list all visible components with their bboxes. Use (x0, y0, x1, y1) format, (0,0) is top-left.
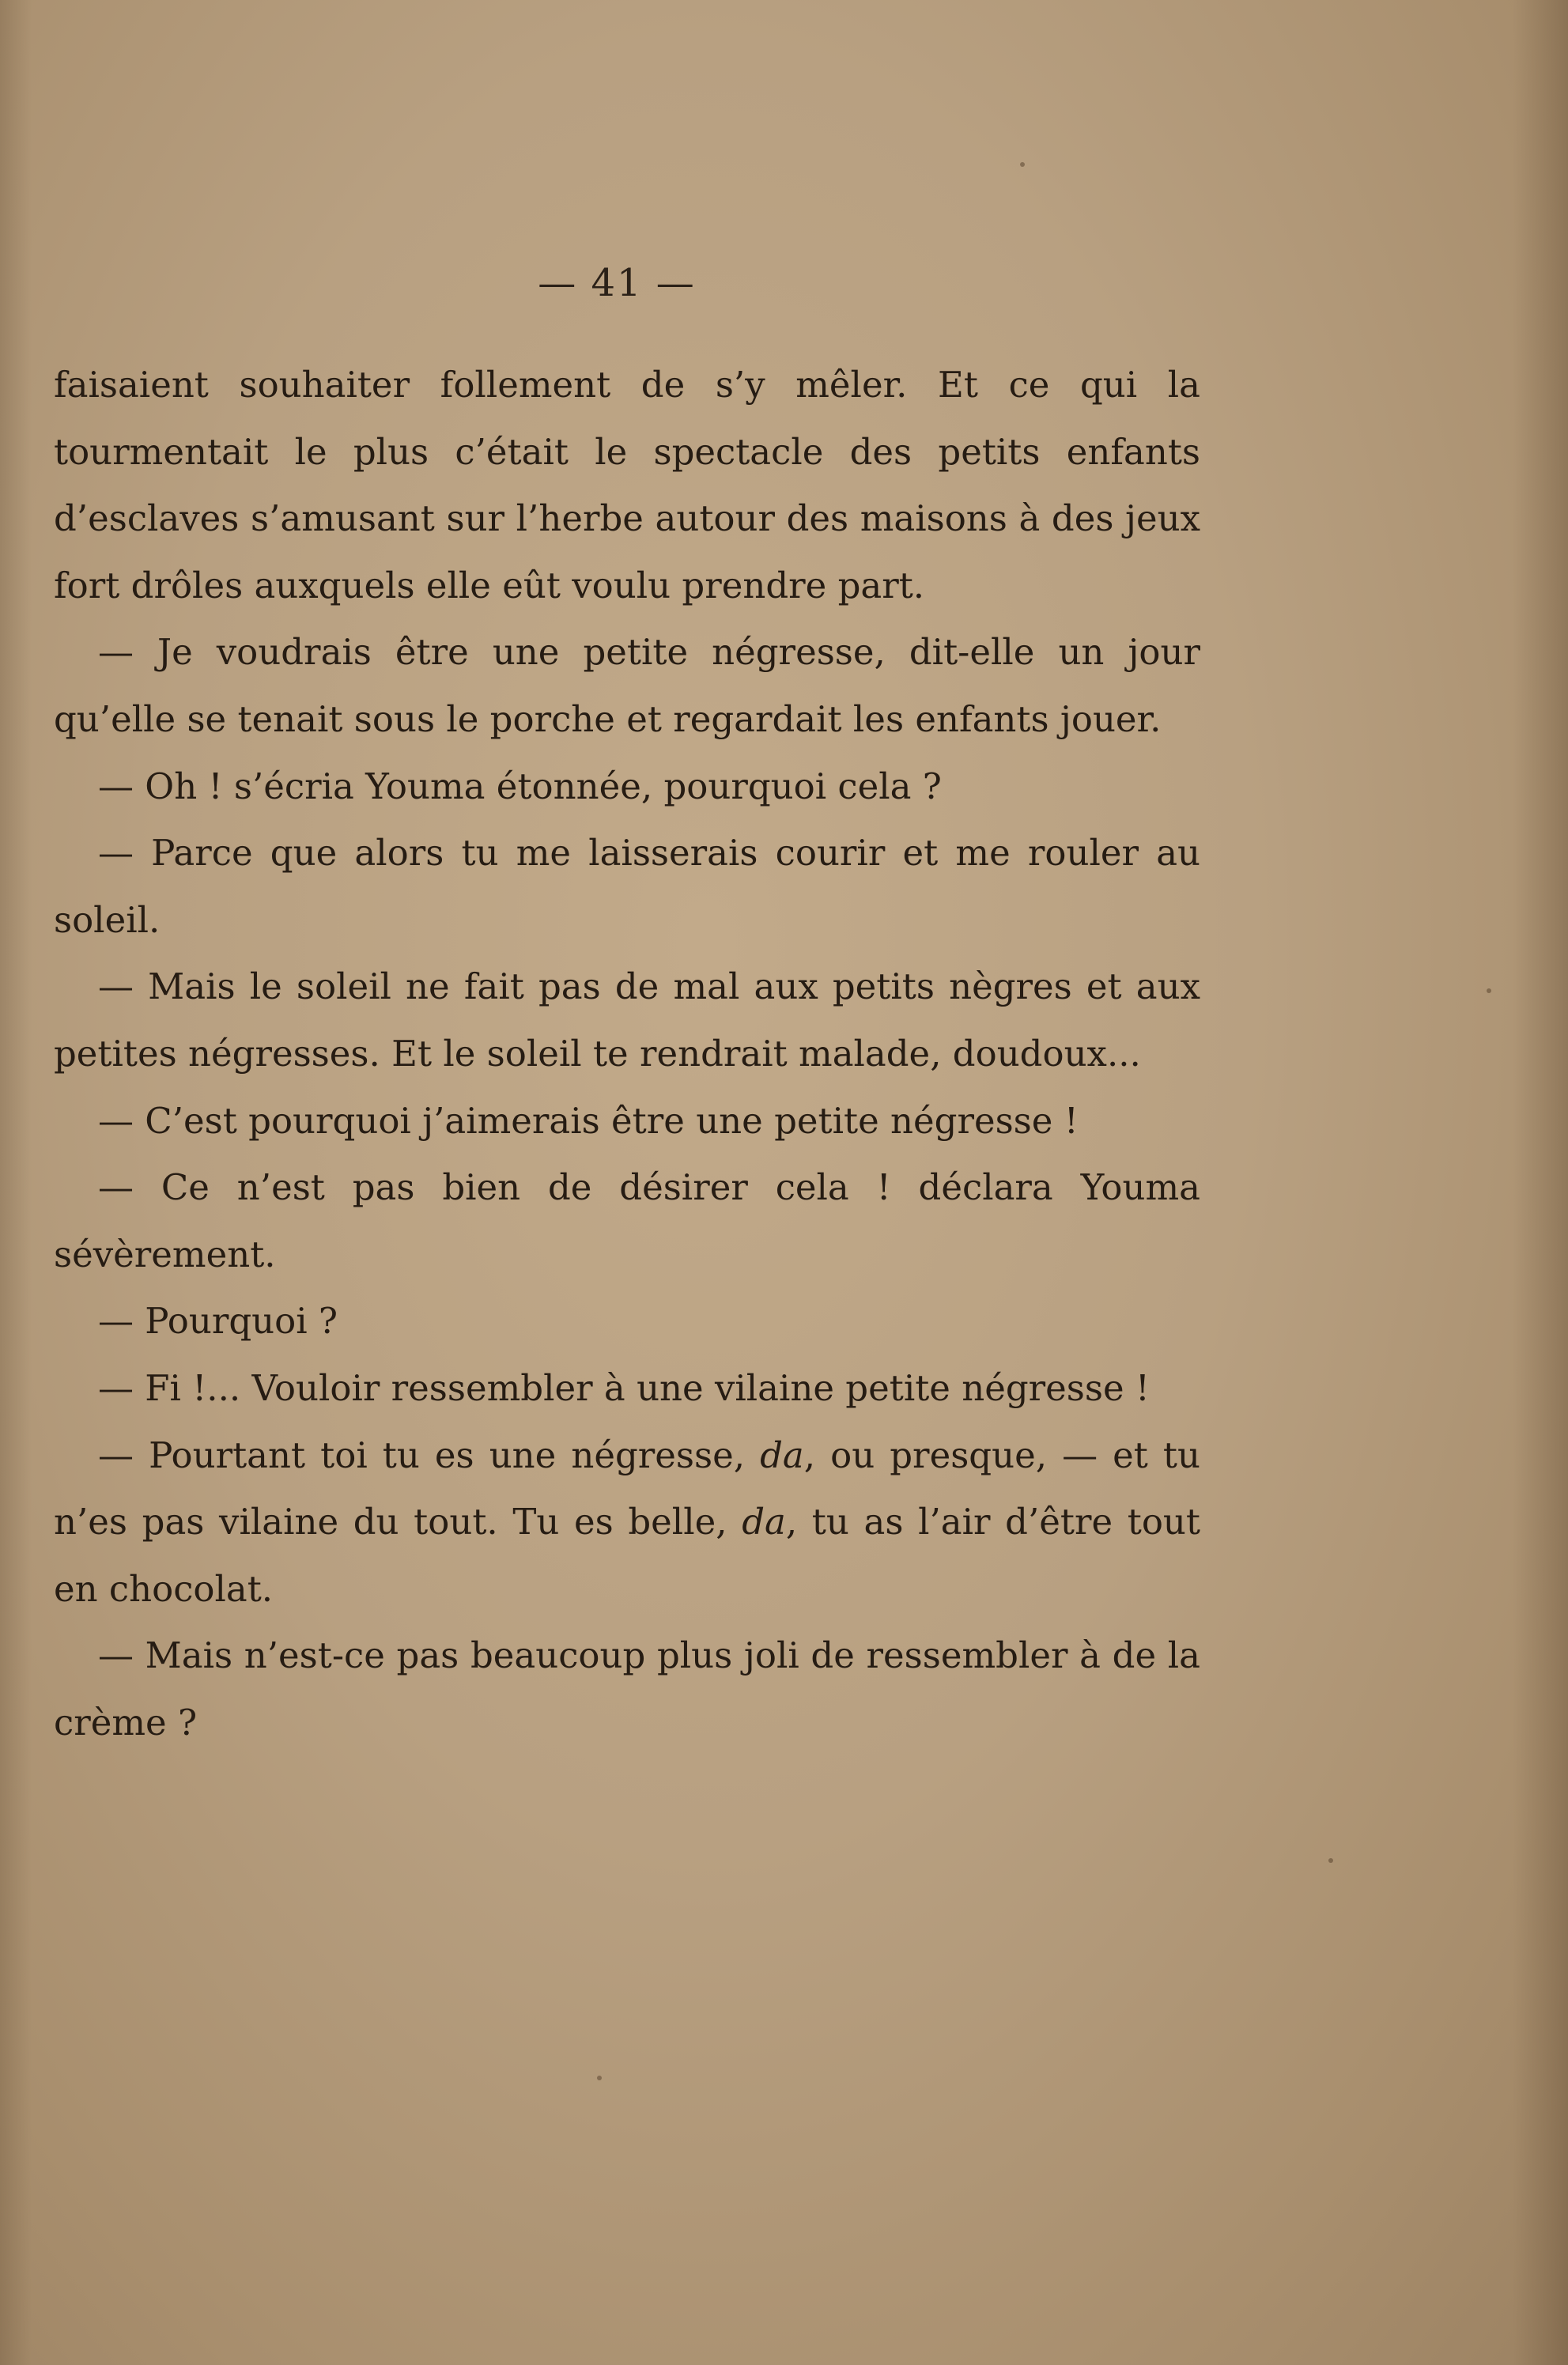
paragraph: — Je voudrais être une petite négresse, dit-elle un jour qu’elle se tenait sous le porche et regardait les enfants jouer. (54, 631, 1200, 740)
paragraph: — Mais le soleil ne fait pas de mal aux petits nègres et aux petites négresses. Et le soleil te rendrait malade, doudoux... (54, 965, 1200, 1075)
paragraph: — Parce que alors tu me laisserais courir et me rouler au soleil. (54, 832, 1200, 941)
paper-speck (1328, 1858, 1333, 1863)
paragraph-segment: — Pourtant toi tu es une négresse, (98, 1434, 761, 1476)
paper-speck (597, 2076, 602, 2080)
paragraph-segment: , tu as l’air d’être tout en chocolat. (54, 1501, 1200, 1610)
paper-speck (1020, 162, 1025, 167)
italic-word: da (760, 1434, 804, 1476)
italic-word: da (742, 1501, 786, 1543)
paragraph: — Mais n’est-ce pas beaucoup plus joli de ressembler à de la crème ? (54, 1634, 1200, 1744)
page-edge-shadow-right (1513, 0, 1568, 2365)
paragraph: faisaient souhaiter follement de s’y mêler. Et ce qui la tourmentait le plus c’était le spectacle des petits enfants d’esclaves s’amusant sur l’herbe autour des maisons à des jeux fort drôles auxquels elle eût voulu prendre part. (54, 364, 1200, 606)
paragraph: — Ce n’est pas bien de désirer cela ! déclara Youma sévèrement. (54, 1166, 1200, 1275)
page-edge-shadow-left (0, 0, 32, 2365)
paragraph: — Fi !... Vouloir ressembler à une vilaine petite négresse ! (98, 1366, 1150, 1409)
paragraph: — C’est pourquoi j’aimerais être une petite négresse ! (98, 1099, 1079, 1142)
paragraph-segment: , ou presque, — et tu n’es pas vilaine du tout. Tu es belle, (54, 1434, 1200, 1543)
paragraph: — Oh ! s’écria Youma étonnée, pourquoi cela ? (98, 765, 942, 807)
paragraph (54, 1422, 1200, 1623)
body-text (54, 352, 1200, 1756)
page-number: — 41 — (538, 261, 696, 305)
paper-speck (1487, 988, 1491, 993)
paragraph: — Pourquoi ? (98, 1300, 338, 1343)
